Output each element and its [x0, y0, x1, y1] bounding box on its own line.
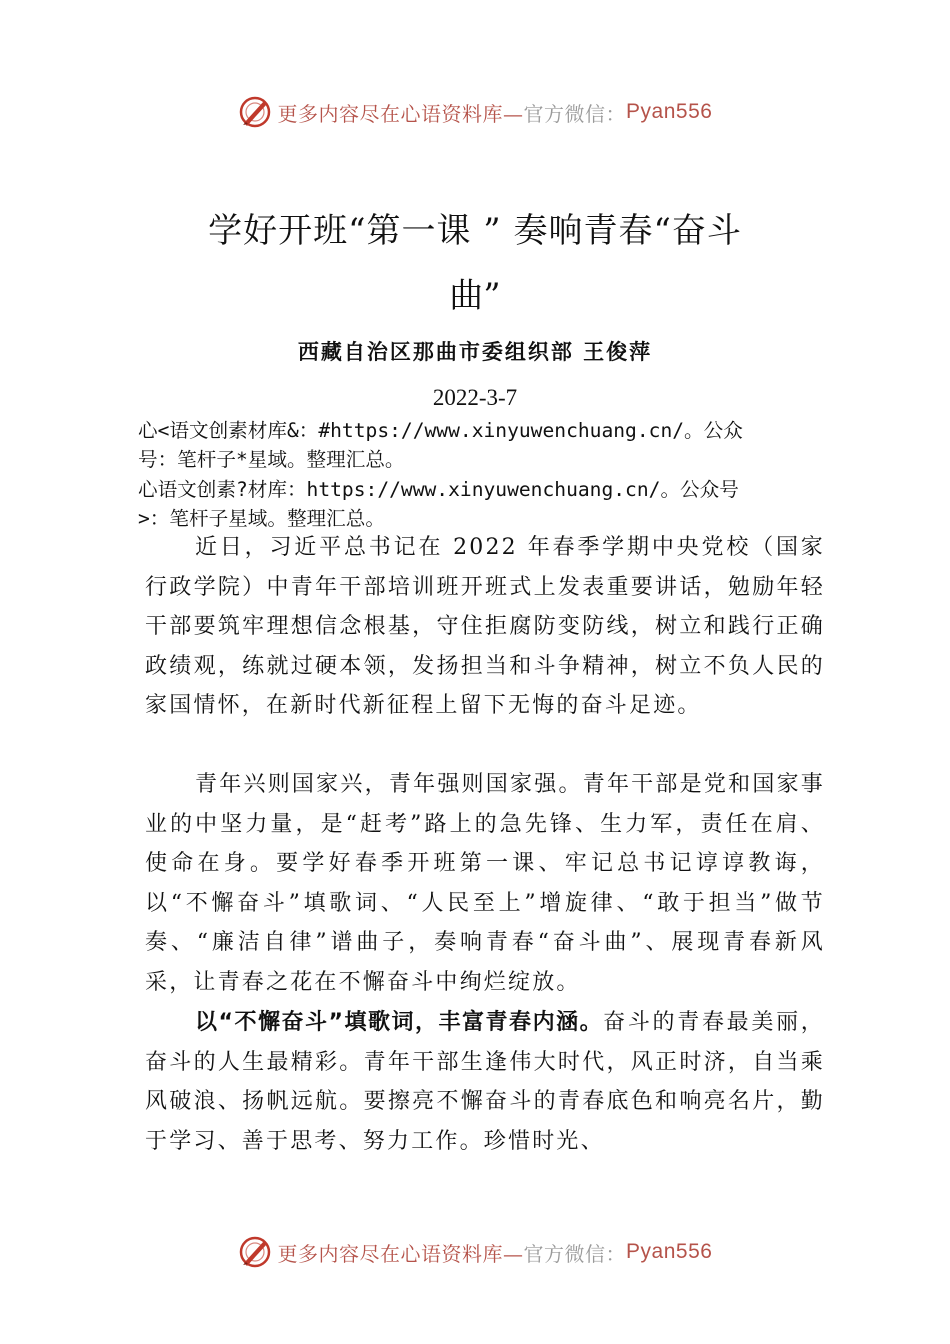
- banner-wechat-label: 官方微信：: [523, 1241, 627, 1266]
- banner-main-text: 更多内容尽在心语资料库—: [277, 1241, 524, 1266]
- article-author: 西藏自治区那曲市委组织部 王俊萍: [297, 339, 653, 364]
- body-paragraph: [145, 1003, 825, 1161]
- article-date: 2022-3-7: [432, 385, 518, 410]
- footer-watermark-banner: [0, 1232, 950, 1272]
- banner-main-text: 更多内容尽在心语资料库—: [277, 101, 524, 126]
- pen-seal-logo-icon: [238, 95, 272, 129]
- banner-wechat-id: Pyan556: [626, 100, 713, 123]
- paragraph-lead-heading: 以“不懈奋斗”填歌词，丰富青春内涵。: [195, 1010, 604, 1035]
- source-line: 心语文创素?材库：https://www.xinyuwenchuang.cn/。公众号: [138, 478, 739, 501]
- source-line: 心<语文创素材库&：#https://www.xinyuwenchuang.cn/。公众: [138, 419, 743, 442]
- banner-wechat-label: 官方微信：: [523, 101, 627, 126]
- article-title-line-2: 曲”: [449, 276, 501, 316]
- paragraph-body-text: 奋斗的青春最美丽，奋斗的人生最精彩。青年干部生逢伟大时代，风正时济，自当乘风破浪、扬帆远航。要擦亮不懈奋斗的青春底色和响亮名片，勤于学习、善于思考、努力工作。珍惜时光、: [145, 1010, 825, 1154]
- body-paragraph: 近日，习近平总书记在 2022 年春季学期中央党校（国家行政学院）中青年干部培训班开班式上发表重要讲话，勉励年轻干部要筑牢理想信念根基，守住拒腐防变防线，树立和践行正确政绩观，练就过硬本领，发扬担当和斗争精神，树立不负人民的家国情怀，在新时代新征程上留下无悔的奋斗足迹。: [145, 535, 825, 718]
- pen-seal-logo-icon: [238, 1235, 272, 1269]
- banner-wechat-id: Pyan556: [626, 1240, 713, 1263]
- article-title-line-1: 学好开班“第一课 ” 奏响青春“奋斗: [208, 211, 742, 251]
- source-line: >：笔杆子星域。整理汇总。: [138, 507, 385, 530]
- body-paragraph: 青年兴则国家兴，青年强则国家强。青年干部是党和国家事业的中坚力量，是“赶考”路上的急先锋、生力军，责任在肩、使命在身。要学好春季开班第一课、牢记总书记谆谆教诲，以“不懈奋斗”填歌词、“人民至上”增旋律、“敢于担当”做节奏、“廉洁自律”谱曲子，奏响青春“奋斗曲”、展现青春新风采，让青春之花在不懈奋斗中绚烂绽放。: [145, 772, 825, 995]
- source-line: 号：笔杆子*星域。整理汇总。: [138, 448, 405, 471]
- header-watermark-banner: [0, 92, 950, 132]
